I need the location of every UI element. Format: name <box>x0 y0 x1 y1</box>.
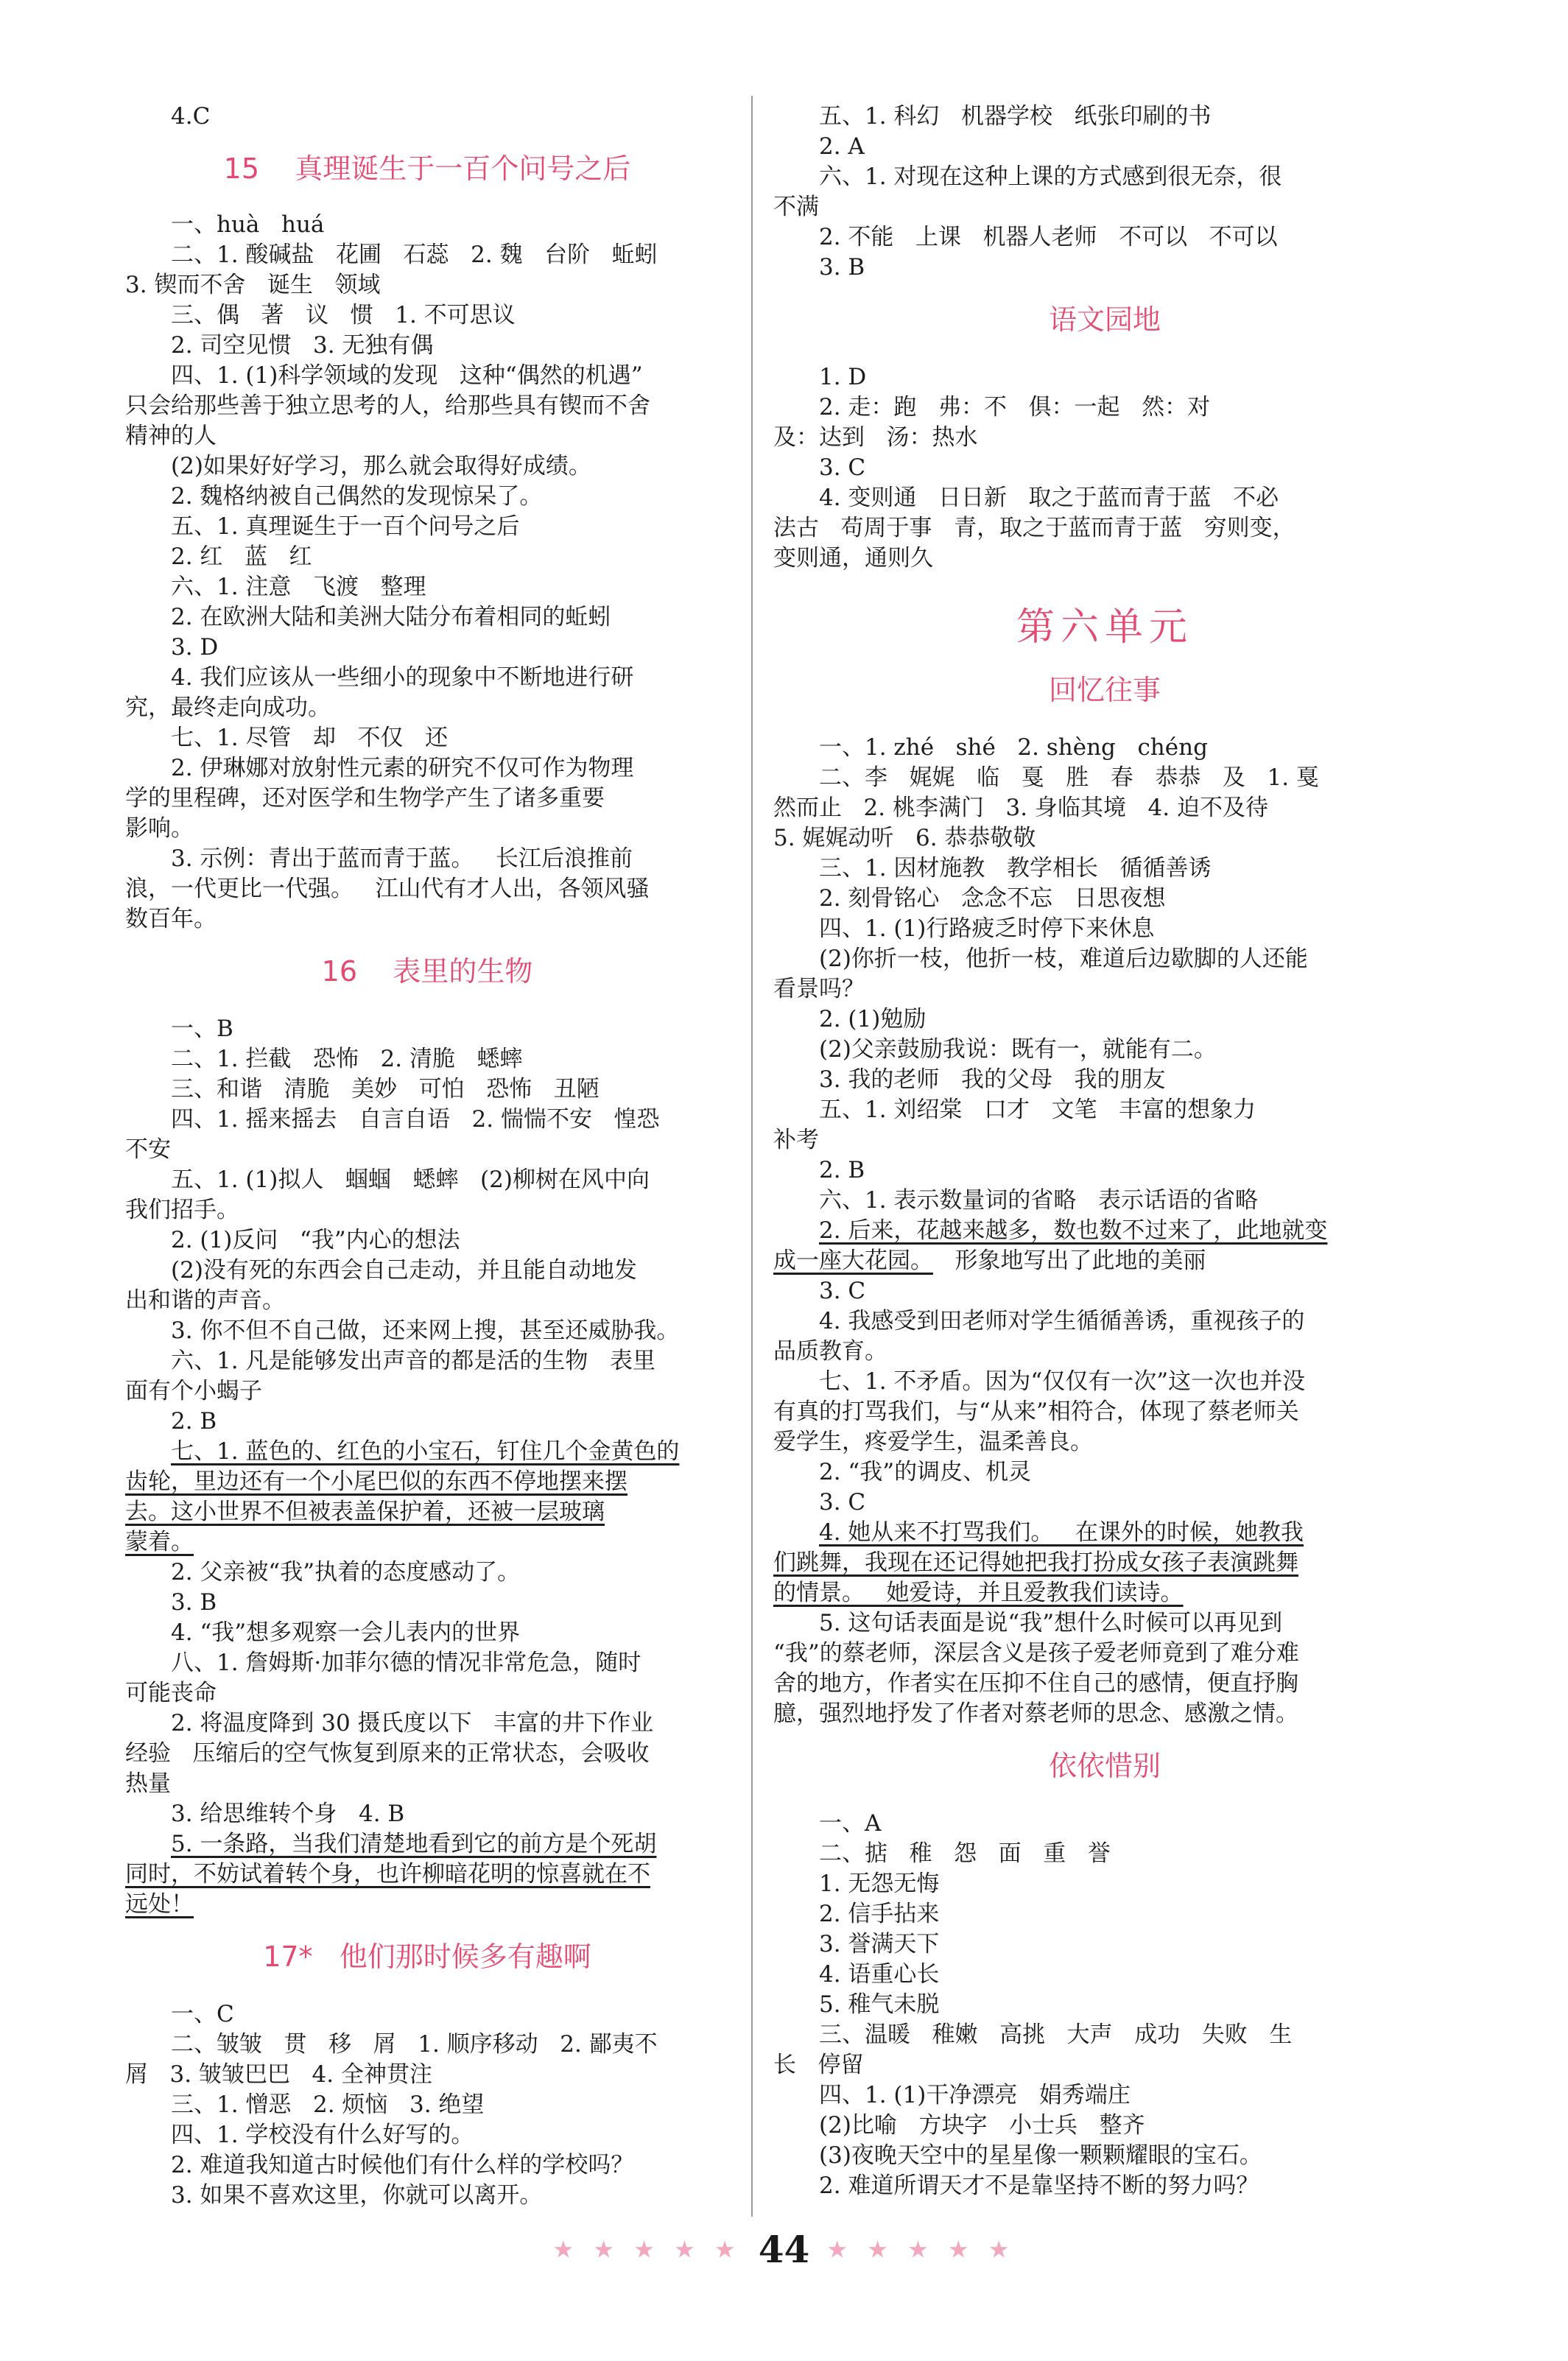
answer-line <box>125 753 729 784</box>
answer-text: 热量 <box>125 1770 171 1797</box>
answer-text: 六、1. 对现在这种上课的方式感到很无奈，很 <box>819 163 1282 190</box>
answer-text: 一、huà huá <box>171 211 325 238</box>
answer-text: 2. 刻骨铭心 念念不忘 日思夜想 <box>819 885 1166 912</box>
answer-line <box>773 1990 1436 2020</box>
answer-text: 3. 誉满天下 <box>819 1931 940 1957</box>
answer-text: “我”的蔡老师，深层含义是孩子爱老师竟到了难分难 <box>773 1640 1299 1667</box>
answer-text: 4. 语重心长 <box>819 1961 940 1988</box>
answer-line <box>125 1407 729 1437</box>
underlined-answer: 同时，不妨试着转个身，也许柳暗花明的惊喜就在不 <box>125 1861 650 1887</box>
answer-text: 六、1. 凡是能够发出声音的都是活的生物 表里 <box>171 1348 655 1374</box>
answer-text: 一、1. zhé shé 2. shèng chéng <box>819 734 1208 761</box>
answer-line <box>773 1699 1436 1729</box>
answer-text: 长 停留 <box>773 2052 864 2078</box>
answer-line <box>125 633 729 663</box>
answer-text: 五、1. 科幻 机器学校 纸张印刷的书 <box>819 103 1212 130</box>
answer-text: 四、1. (1)干净漂亮 娟秀端庄 <box>819 2082 1131 2108</box>
answer-text: (2)你折一枝，他折一枝，难道后边歇脚的人还能 <box>819 946 1308 972</box>
answer-text: 然而止 2. 桃李满门 3. 身临其境 4. 迫不及待 <box>773 795 1268 821</box>
answer-line <box>773 1960 1436 1990</box>
answer-line <box>125 102 729 132</box>
answer-text: 六、1. 注意 飞渡 整理 <box>171 574 426 600</box>
answer-line <box>773 974 1436 1004</box>
answer-text: 四、1. 学校没有什么好写的。 <box>171 2122 474 2148</box>
answer-text: 六、1. 表示数量词的省略 表示话语的省略 <box>819 1187 1258 1214</box>
answer-text: 变则通，通则久 <box>773 545 933 571</box>
answer-text: 二、掂 稚 怨 面 重 誉 <box>819 1840 1111 1867</box>
answer-line <box>125 2120 729 2150</box>
answer-line <box>125 1044 729 1074</box>
answer-text: 2. B <box>819 1157 865 1183</box>
underlined-answer: 去。这小世界不但被表盖保护着，还被一层玻璃 <box>125 1499 605 1525</box>
answer-text: 不满 <box>773 194 819 220</box>
answer-text: 2. 将温度降到 30 摄氏度以下 丰富的井下作业 <box>171 1710 654 1737</box>
answer-text: 一、B <box>171 1016 233 1042</box>
answer-line <box>773 1306 1436 1337</box>
answer-text: 七、1. 尽管 却 不仅 还 <box>171 725 449 751</box>
answer-text: 爱学生，疼爱学生，温柔善良。 <box>773 1429 1093 1455</box>
answer-line <box>773 1337 1436 1367</box>
answer-text: 一、C <box>171 2001 234 2027</box>
answer-text: 面有个小蝎子 <box>125 1378 262 1404</box>
answer-line <box>125 1999 729 2030</box>
answer-line <box>773 483 1436 513</box>
answer-line <box>773 854 1436 884</box>
answer-text: 浪，一代更比一代强。 江山代有才人出，各领风骚 <box>125 876 650 902</box>
answer-text: 臆，强烈地抒发了作者对蔡老师的思念、感激之情。 <box>773 1700 1298 1727</box>
answer-text: 二、李 娓娓 临 戛 胜 春 恭恭 及 1. 戛 <box>819 764 1319 791</box>
underlined-answer: 的情景。 她爱诗，并且爱教我们读诗。 <box>773 1580 1184 1606</box>
answer-line <box>125 1890 729 1920</box>
underlined-answer: 2. 后来，花越来越多，数也数不过来了，此地就变 <box>819 1217 1328 1244</box>
answer-line <box>773 914 1436 944</box>
answer-line <box>773 823 1436 854</box>
answer-line <box>773 253 1436 283</box>
answer-line <box>125 1286 729 1316</box>
answer-line <box>773 1608 1436 1639</box>
answer-text: 一、A <box>819 1810 882 1837</box>
answer-line <box>773 1155 1436 1186</box>
answer-text: 及：达到 汤：热水 <box>773 424 978 451</box>
answer-text: 2. 伊琳娜对放射性元素的研究不仅可作为物理 <box>171 755 634 781</box>
answer-line <box>773 1427 1436 1457</box>
answer-line <box>125 904 729 935</box>
answer-text: 我们招手。 <box>125 1197 239 1223</box>
answer-text: 3. C <box>819 454 866 481</box>
underlined-answer: 七、1. 蓝色的、红色的小宝石，钉住几个金黄色的 <box>171 1438 680 1465</box>
answer-line <box>773 1125 1436 1155</box>
answer-text: 有真的打骂我们，与“从来”相符合，体现了蔡老师关 <box>773 1398 1299 1425</box>
answer-text: 3. B <box>819 254 865 281</box>
answer-line <box>125 814 729 844</box>
answer-text: 4. 变则通 日日新 取之于蓝而青于蓝 不必 <box>819 485 1279 511</box>
answer-text: 2. B <box>171 1408 217 1435</box>
answer-line <box>125 1527 729 1558</box>
answer-line <box>773 1809 1436 1839</box>
answer-text: 法古 苟周于事 青，取之于蓝而青于蓝 穷则变， <box>773 515 1295 541</box>
answer-line <box>125 2030 729 2060</box>
right-column <box>773 102 1436 2201</box>
answer-line <box>773 1246 1436 1276</box>
answer-line <box>773 1065 1436 1095</box>
answer-text: 2. 父亲被“我”执着的态度感动了。 <box>171 1559 521 1586</box>
answer-text: 5. 这句话表面是说“我”想什么时候可以再见到 <box>819 1610 1283 1636</box>
answer-line <box>125 1376 729 1407</box>
answer-line <box>125 2060 729 2090</box>
answer-line <box>125 361 729 391</box>
answer-text: 2. 不能 上课 机器人老师 不可以 不可以 <box>819 224 1278 250</box>
answer-line <box>125 1195 729 1225</box>
answer-line <box>125 1859 729 1890</box>
answer-text: 4. 我感受到田老师对学生循循善诱，重视孩子的 <box>819 1308 1305 1334</box>
answer-text: (2)没有死的东西会自己走动，并且能自动地发 <box>171 1257 637 1284</box>
answer-text: 二、1. 拦截 恐怖 2. 清脆 蟋蟀 <box>171 1046 523 1072</box>
answer-text: 4. 我们应该从一些细小的现象中不断地进行研 <box>171 664 634 691</box>
answer-text: 四、1. (1)行路疲乏时停下来休息 <box>819 915 1155 942</box>
answer-line <box>125 1678 729 1709</box>
answer-text: (3)夜晚天空中的星星像一颗颗耀眼的宝石。 <box>819 2142 1262 2169</box>
answer-text: 五、1. (1)拟人 蝈蝈 蟋蟀 (2)柳树在风中向 <box>171 1167 650 1193</box>
answer-text: 屑 3. 皱皱巴巴 4. 全神贯注 <box>125 2061 432 2088</box>
answer-text: 5. 稚气未脱 <box>819 1991 940 2018</box>
unit-title: 第六单元 <box>1016 605 1193 650</box>
answer-line <box>773 1457 1436 1488</box>
answer-text: 3. 如果不喜欢这里，你就可以离开。 <box>171 2182 543 2209</box>
answer-text: 影响。 <box>125 815 194 842</box>
section-heading: 回忆往事 <box>1048 674 1161 706</box>
left-column <box>125 102 729 2211</box>
answer-line <box>773 1276 1436 1306</box>
answer-text: 3. C <box>819 1489 866 1516</box>
answer-text: 5. 娓娓动听 6. 恭恭敬敬 <box>773 825 1036 851</box>
underlined-answer: 成一座大花园。 <box>773 1248 933 1274</box>
section-heading: 17* 他们那时候多有趣啊 <box>263 1940 591 1973</box>
underlined-answer: 远处！ <box>125 1891 194 1918</box>
answer-line <box>773 513 1436 543</box>
answer-line <box>125 421 729 451</box>
answer-line <box>125 240 729 270</box>
answer-line <box>773 1035 1436 1065</box>
answer-line <box>125 602 729 633</box>
answer-line <box>773 1929 1436 1960</box>
page-number: 44 <box>758 2228 810 2271</box>
answer-text: 补考 <box>773 1127 819 1153</box>
section-heading: 依依惜别 <box>1048 1750 1161 1782</box>
answer-text: 精神的人 <box>125 423 217 449</box>
answer-line <box>125 2090 729 2120</box>
answer-line <box>125 1225 729 1256</box>
answer-line <box>773 944 1436 974</box>
answer-line <box>125 1497 729 1527</box>
answer-text: 四、1. (1)科学领域的发现 这种“偶然的机遇” <box>171 362 643 389</box>
answer-text: 三、1. 因材施教 教学相长 循循善诱 <box>819 855 1212 882</box>
answer-line <box>773 1669 1436 1699</box>
answer-text: 三、和谐 清脆 美妙 可怕 恐怖 丑陋 <box>171 1076 600 1102</box>
answer-text: 2. 走：跑 弗：不 俱：一起 然：对 <box>819 394 1211 421</box>
answer-line <box>773 2141 1436 2171</box>
answer-line <box>125 572 729 602</box>
answer-text: (2)比喻 方块字 小士兵 整齐 <box>819 2112 1145 2139</box>
answer-line <box>773 1518 1436 1548</box>
answer-line <box>773 1397 1436 1427</box>
answer-line <box>125 1165 729 1195</box>
answer-line <box>125 1074 729 1105</box>
answer-text: 2. 司空见惯 3. 无独有偶 <box>171 332 434 359</box>
answer-line <box>125 1256 729 1286</box>
underlined-answer: 齿轮，里边还有一个小尾巴似的东西不停地摆来摆 <box>125 1468 627 1495</box>
page-footer <box>0 2228 1568 2271</box>
answer-line <box>125 331 729 361</box>
answer-line <box>125 784 729 814</box>
answer-line <box>125 1014 729 1044</box>
answer-line <box>773 763 1436 793</box>
answer-text: 五、1. 刘绍棠 口才 文笔 丰富的想象力 <box>819 1097 1256 1123</box>
answer-text: 2. (1)勉励 <box>819 1006 927 1032</box>
answer-text: 不安 <box>125 1136 171 1163</box>
answer-line <box>773 1004 1436 1035</box>
answer-text: 3. 你不但不自己做，还来网上搜，甚至还威胁我。 <box>171 1317 680 1344</box>
answer-line <box>773 884 1436 914</box>
answer-text: 3. B <box>171 1589 217 1616</box>
answer-line <box>125 1829 729 1859</box>
answer-line <box>773 1216 1436 1246</box>
underlined-answer: 们跳舞，我现在还记得她把我打扮成女孩子表演跳舞 <box>773 1549 1298 1576</box>
answer-text: (2)父亲鼓励我说：既有一，就能有二。 <box>819 1036 1217 1063</box>
star-decoration-left: ★ ★ ★ ★ ★ <box>552 2235 742 2264</box>
answer-line <box>125 693 729 723</box>
answer-text: 学的里程碑，还对医学和生物学产生了诸多重要 <box>125 785 605 812</box>
answer-text: 3. 锲而不舍 诞生 领域 <box>125 272 381 298</box>
answer-line <box>125 1709 729 1739</box>
answer-text: 八、1. 詹姆斯·加菲尔德的情况非常危急，随时 <box>171 1650 641 1676</box>
answer-text: 2. 难道所谓天才不是靠坚持不断的努力吗？ <box>819 2172 1259 2199</box>
answer-line <box>773 1367 1436 1397</box>
answer-text: 2. 在欧洲大陆和美洲大陆分布着相同的蚯蚓 <box>171 604 611 630</box>
answer-text: 三、温暖 稚嫩 高挑 大声 成功 失败 生 <box>819 2022 1293 2048</box>
underlined-answer: 蒙着。 <box>125 1529 194 1555</box>
answer-text: 经验 压缩后的空气恢复到原来的正常状态，会吸收 <box>125 1740 650 1767</box>
answer-text: 2. 红 蓝 红 <box>171 543 312 570</box>
answer-text: 舍的地方，作者实在压抑不住自己的感情，便直抒胸 <box>773 1670 1298 1697</box>
answer-text: 2. A <box>819 133 865 160</box>
answer-text: 七、1. 不矛盾。因为“仅仅有一次”这一次也并没 <box>819 1368 1306 1395</box>
answer-text: 3. 给思维转个身 4. B <box>171 1801 405 1827</box>
answer-line <box>773 453 1436 483</box>
answer-line <box>773 362 1436 393</box>
answer-line <box>773 162 1436 192</box>
answer-text: 数百年。 <box>125 906 217 932</box>
answer-text: 出和谐的声音。 <box>125 1287 285 1314</box>
answer-text: 3. D <box>171 634 219 661</box>
answer-tail: 形象地写出了此地的美丽 <box>933 1248 1206 1274</box>
answer-line <box>125 1739 729 1769</box>
answer-line <box>125 451 729 482</box>
answer-line <box>773 2050 1436 2080</box>
section-heading: 15 真理诞生于一百个问号之后 <box>223 152 631 185</box>
answer-line <box>125 2181 729 2211</box>
answer-text: (2)如果好好学习，那么就会取得好成绩。 <box>171 453 591 479</box>
answer-line <box>125 1558 729 1588</box>
answer-line <box>125 1346 729 1376</box>
answer-line <box>125 1648 729 1678</box>
answer-text: 4. “我”想多观察一会儿表内的世界 <box>171 1619 521 1646</box>
answer-text: 2. 魏格纳被自己偶然的发现惊呆了。 <box>171 483 543 510</box>
answer-text: 品质教育。 <box>773 1338 887 1365</box>
answer-text: 1. 无怨无悔 <box>819 1871 940 1897</box>
answer-line <box>773 1578 1436 1608</box>
answer-line <box>125 2150 729 2181</box>
answer-line <box>773 2080 1436 2111</box>
answer-line <box>773 2111 1436 2141</box>
answer-text: 五、1. 真理诞生于一百个问号之后 <box>171 513 520 540</box>
answer-line <box>125 210 729 240</box>
column-divider <box>751 96 753 2217</box>
answer-text: 3. 我的老师 我的父母 我的朋友 <box>819 1066 1166 1093</box>
answer-line <box>773 543 1436 574</box>
answer-line <box>773 1899 1436 1929</box>
answer-line <box>773 192 1436 222</box>
answer-line <box>773 102 1436 132</box>
answer-line <box>125 391 729 421</box>
answer-line <box>125 663 729 693</box>
answer-line <box>773 1639 1436 1669</box>
star-decoration-right: ★ ★ ★ ★ ★ <box>826 2235 1016 2264</box>
answer-text: 2. “我”的调皮、机灵 <box>819 1459 1032 1485</box>
answer-line <box>773 1488 1436 1518</box>
answer-line <box>125 1618 729 1648</box>
answer-line <box>125 723 729 753</box>
answer-line <box>125 1799 729 1829</box>
answer-line <box>125 1588 729 1618</box>
answer-line <box>125 512 729 542</box>
underlined-answer: 4. 她从来不打骂我们。 在课外的时候，她教我 <box>819 1519 1304 1546</box>
answer-line <box>125 844 729 874</box>
answer-line <box>125 1316 729 1346</box>
answer-line <box>125 482 729 512</box>
answer-text: 4.C <box>171 103 211 130</box>
answer-text: 3. 示例：青出于蓝而青于蓝。 长江后浪推前 <box>171 845 633 872</box>
answer-text: 2. (1)反问 “我”内心的想法 <box>171 1227 460 1253</box>
answer-line <box>125 1467 729 1497</box>
answer-text: 3. C <box>819 1278 866 1304</box>
answer-line <box>125 270 729 300</box>
answer-line <box>125 1769 729 1799</box>
answer-line <box>125 1105 729 1135</box>
answer-line <box>773 1839 1436 1869</box>
answer-line <box>773 2171 1436 2201</box>
answer-text: 三、偶 著 议 惯 1. 不可思议 <box>171 302 516 328</box>
answer-line <box>125 1135 729 1165</box>
answer-line <box>773 393 1436 423</box>
answer-text: 2. 信手拈来 <box>819 1901 940 1927</box>
answer-text: 1. D <box>819 364 867 390</box>
answer-line <box>773 423 1436 453</box>
answer-text: 二、皱皱 贯 移 屑 1. 顺序移动 2. 鄙夷不 <box>171 2031 658 2058</box>
answer-line <box>773 222 1436 253</box>
answer-line <box>125 542 729 572</box>
answer-text: 二、1. 酸碱盐 花圃 石蕊 2. 魏 台阶 蚯蚓 <box>171 242 658 268</box>
underlined-answer: 5. 一条路，当我们清楚地看到它的前方是个死胡 <box>171 1831 657 1857</box>
answer-text: 三、1. 憎恶 2. 烦恼 3. 绝望 <box>171 2091 485 2118</box>
section-heading: 语文园地 <box>1048 303 1161 336</box>
answer-text: 四、1. 摇来摇去 自言自语 2. 惴惴不安 惶恐 <box>171 1106 660 1133</box>
answer-line <box>125 1437 729 1467</box>
answer-line <box>773 1869 1436 1899</box>
answer-text: 可能丧命 <box>125 1680 217 1706</box>
answer-line <box>773 2020 1436 2050</box>
answer-line <box>773 1095 1436 1125</box>
answer-text: 究，最终走向成功。 <box>125 694 331 721</box>
answer-line <box>773 1186 1436 1216</box>
answer-line <box>125 874 729 904</box>
answer-line <box>773 1548 1436 1578</box>
answer-line <box>125 300 729 331</box>
answer-text: 看景吗？ <box>773 976 865 1002</box>
answer-line <box>773 733 1436 763</box>
answer-line <box>773 132 1436 162</box>
answer-text: 只会给那些善于独立思考的人，给那些具有锲而不舍 <box>125 393 650 419</box>
section-heading: 16 表里的生物 <box>321 955 533 988</box>
answer-line <box>773 793 1436 823</box>
answer-text: 2. 难道我知道古时候他们有什么样的学校吗？ <box>171 2152 634 2178</box>
